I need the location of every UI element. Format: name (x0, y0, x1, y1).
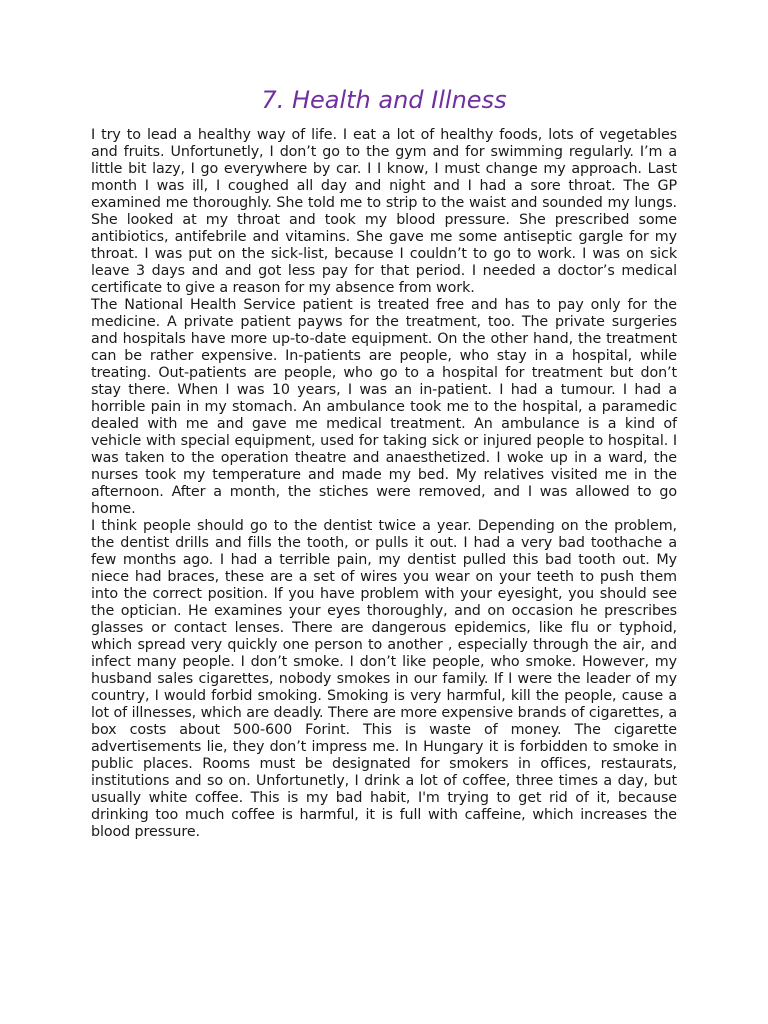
paragraph-dentist-smoking: I think people should go to the dentist twice a year. Depending on the problem, the dentist drills and fills the tooth, or pulls it out. I had a very bad toothache a few months ago. I had a terrible pain, my dentist pulled this bad tooth out. My niece had braces, these are a set of wires you wear on your teeth to push them into the correct position. If you have problem with your eyesight, you should see the optician. He examines your eyes thoroughly, and on occasion he prescribes glasses or contact lenses. There are dangerous epidemics, like flu or typhoid, which spread very quickly one person to another , especially through the air, and infect many people. I don’t smoke. I don’t like people, who smoke. However, my husband sales cigarettes, nobody smokes in our family. If I were the leader of my country, I would forbid smoking. Smoking is very harmful, kill the people, cause a lot of illnesses, which are deadly. There are more expensive brands of cigarettes, a box costs about 500-600 Forint. This is waste of money. The cigarette advertisements lie, they don’t impress me. In Hungary it is forbidden to smoke in public places. Rooms must be designated for smokers in offices, restaurats, institutions and so on. Unfortunetly, I drink a lot of coffee, three times a day, but usually white coffee. This is my bad habit, I'm trying to get rid of it, because drinking too much coffee is harmful, it is full with caffeine, which increases the blood pressure. (91, 518, 677, 840)
page-title: 7. Health and Illness (261, 86, 507, 114)
paragraph-healthy-lifestyle: I try to lead a healthy way of life. I eat a lot of healthy foods, lots of vegetables and fruits. Unfortunetly, I don’t go to the gym and for swimming regularly. I’m a little bit lazy, I go everywhere by car. I I know, I must change my approach. Last month I was ill, I coughed all day and night and I had a sore throat. The GP examined me thoroughly. She told me to strip to the waist and sounded my lungs. She looked at my throat and took my blood pressure. She prescribed some antibiotics, antifebrile and vitamins. She gave me some antiseptic gargle for my throat. I was put on the sick-list, because I couldn’t to go to work. I was on sick leave 3 days and and got less pay for that period. I needed a doctor’s medical certificate to give a reason for my absence from work. (91, 127, 677, 296)
document-page (91, 86, 677, 841)
paragraph-health-service: The National Health Service patient is treated free and has to pay only for the medicine. A private patient payws for the treatment, too. The private surgeries and hospitals have more up-to-date equipment. On the other hand, the treatment can be rather expensive. In-patients are people, who stay in a hospital, while treating. Out-patients are people, who go to a hospital for treatment but don’t stay there. When I was 10 years, I was an in-patient. I had a tumour. I had a horrible pain in my stomach. An ambulance took me to the hospital, a paramedic dealed with me and gave me medical treatment. An ambulance is a kind of vehicle with special equipment, used for taking sick or injured people to hospital. I was taken to the operation theatre and anaesthetized. I woke up in a ward, the nurses took my temperature and made my bed. My relatives visited me in the afternoon. After a month, the stiches were removed, and I was allowed to go home. (91, 297, 677, 517)
